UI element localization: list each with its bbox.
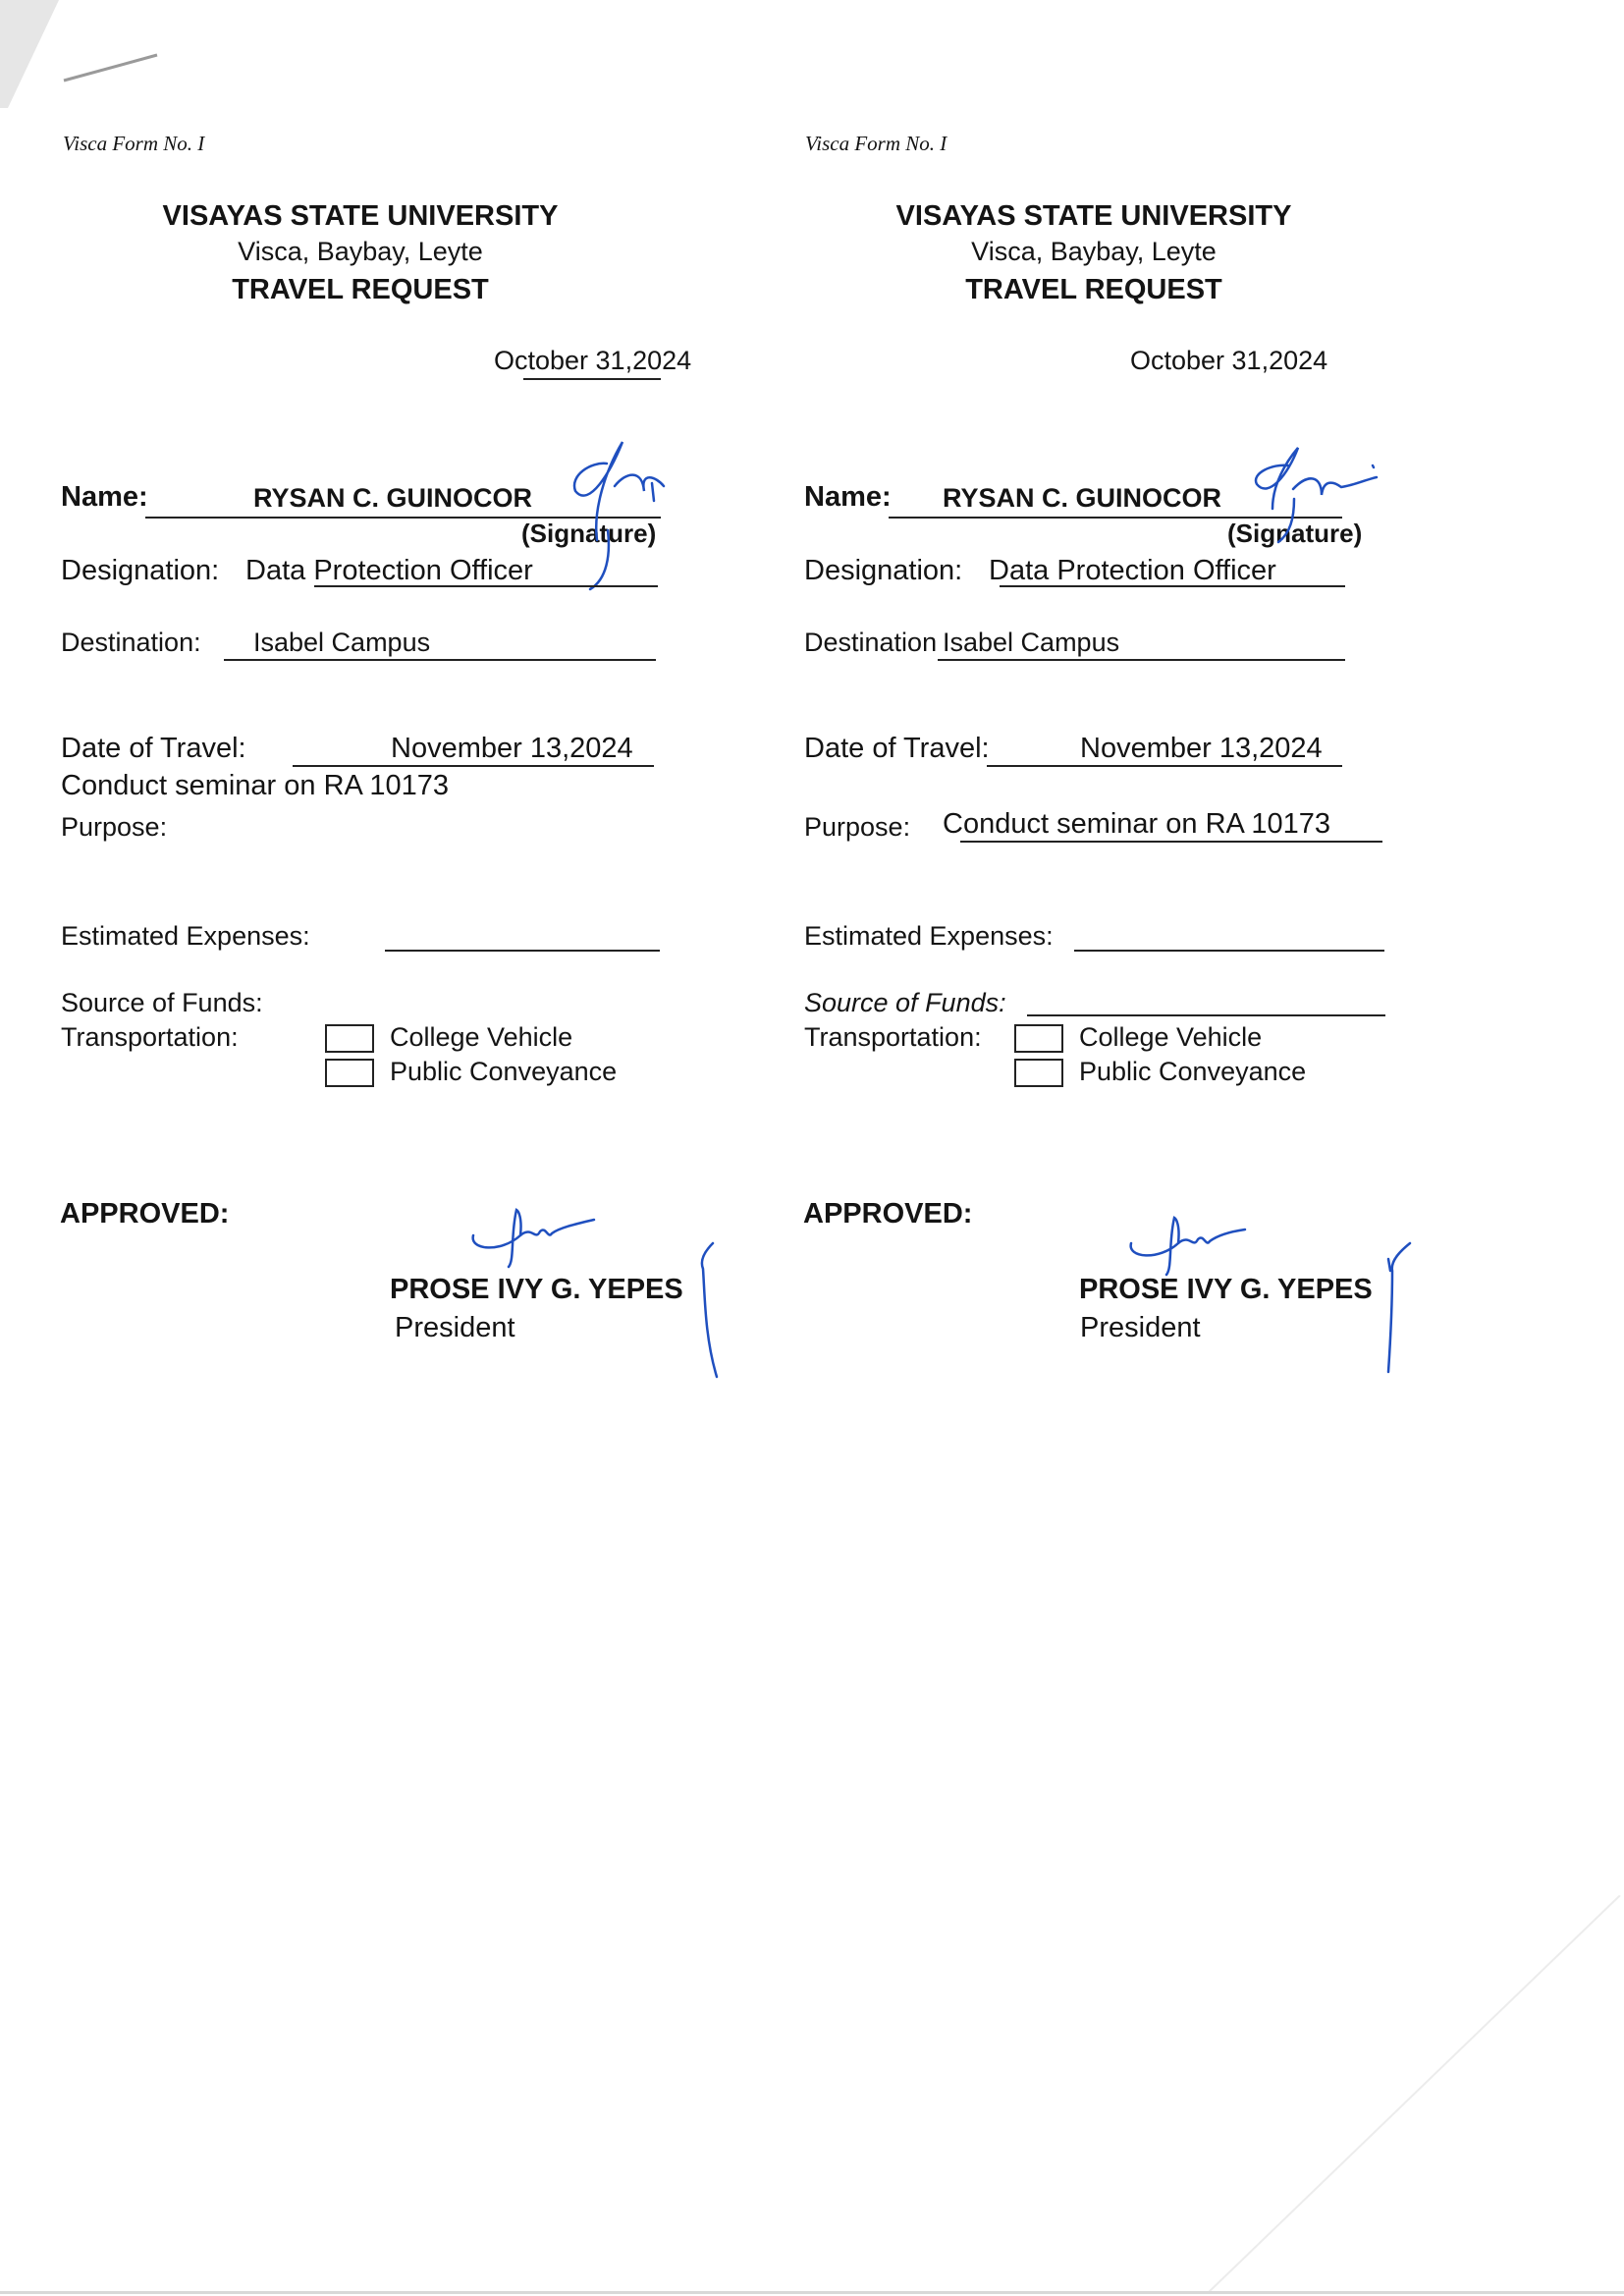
approver-signature-stroke-image: [687, 1239, 727, 1382]
approver-signature-stroke-image: [1371, 1239, 1420, 1377]
destination-value: Isabel Campus: [943, 628, 1120, 657]
date-of-travel-value: November 13,2024: [391, 733, 633, 764]
public-conveyance-label: Public Conveyance: [390, 1057, 618, 1086]
request-date: October 31,2024: [494, 346, 692, 375]
name-label: Name:: [61, 481, 148, 513]
approver-title: President: [395, 1312, 515, 1343]
college-vehicle-checkbox[interactable]: [325, 1024, 374, 1053]
college-vehicle-checkbox[interactable]: [1014, 1024, 1063, 1053]
destination-label: Destination: [804, 628, 938, 657]
signature-label: (Signature): [521, 519, 657, 548]
public-conveyance-checkbox[interactable]: [325, 1059, 374, 1087]
form-number: Visca Form No. I: [63, 132, 205, 155]
university-name: VISAYAS STATE UNIVERSITY: [162, 200, 559, 232]
approved-label: APPROVED:: [60, 1198, 230, 1230]
university-address: Visca, Baybay, Leyte: [971, 237, 1217, 266]
purpose-value: Conduct seminar on RA 10173: [61, 770, 449, 801]
purpose-value: Conduct seminar on RA 10173: [943, 808, 1330, 840]
purpose-label: Purpose:: [804, 812, 911, 842]
university-address: Visca, Baybay, Leyte: [238, 237, 483, 266]
approver-name: PROSE IVY G. YEPES: [1079, 1274, 1373, 1305]
requester-name: RYSAN C. GUINOCOR: [943, 483, 1222, 513]
approver-name: PROSE IVY G. YEPES: [390, 1274, 683, 1305]
designation-value: Data Protection Officer: [245, 555, 533, 586]
approver-initials-image: [1119, 1214, 1257, 1278]
destination-value: Isabel Campus: [253, 628, 431, 657]
college-vehicle-label: College Vehicle: [1079, 1022, 1263, 1052]
date-of-travel-value: November 13,2024: [1080, 733, 1323, 764]
form-number: Visca Form No. I: [805, 132, 947, 155]
approver-initials-image: [461, 1206, 599, 1270]
university-name: VISAYAS STATE UNIVERSITY: [895, 200, 1292, 232]
page-bottom-edge: [0, 2291, 1624, 2294]
date-of-travel-label: Date of Travel:: [61, 733, 246, 764]
form-title: TRAVEL REQUEST: [965, 274, 1222, 305]
folded-corner: [0, 0, 196, 128]
requester-signature-image: [1239, 440, 1386, 548]
source-of-funds-label: Source of Funds:: [804, 988, 1006, 1017]
destination-label: Destination:: [61, 628, 201, 657]
transportation-label: Transportation:: [804, 1022, 982, 1052]
designation-label: Designation:: [61, 555, 220, 586]
form-title: TRAVEL REQUEST: [232, 274, 489, 305]
scan-artifact: [1198, 1895, 1624, 2296]
date-of-travel-label: Date of Travel:: [804, 733, 990, 764]
designation-value: Data Protection Officer: [989, 555, 1276, 586]
designation-label: Designation:: [804, 555, 963, 586]
name-label: Name:: [804, 481, 892, 513]
estimated-expenses-label: Estimated Expenses:: [804, 921, 1054, 951]
transportation-label: Transportation:: [61, 1022, 239, 1052]
college-vehicle-label: College Vehicle: [390, 1022, 573, 1052]
approved-label: APPROVED:: [803, 1198, 973, 1230]
purpose-label: Purpose:: [61, 812, 168, 842]
source-of-funds-label: Source of Funds:: [61, 988, 263, 1017]
request-date: October 31,2024: [1130, 346, 1328, 375]
requester-signature-image: [546, 432, 674, 594]
estimated-expenses-label: Estimated Expenses:: [61, 921, 310, 951]
approver-title: President: [1080, 1312, 1201, 1343]
public-conveyance-label: Public Conveyance: [1079, 1057, 1307, 1086]
public-conveyance-checkbox[interactable]: [1014, 1059, 1063, 1087]
signature-label: (Signature): [1227, 519, 1363, 548]
requester-name: RYSAN C. GUINOCOR: [253, 483, 533, 513]
